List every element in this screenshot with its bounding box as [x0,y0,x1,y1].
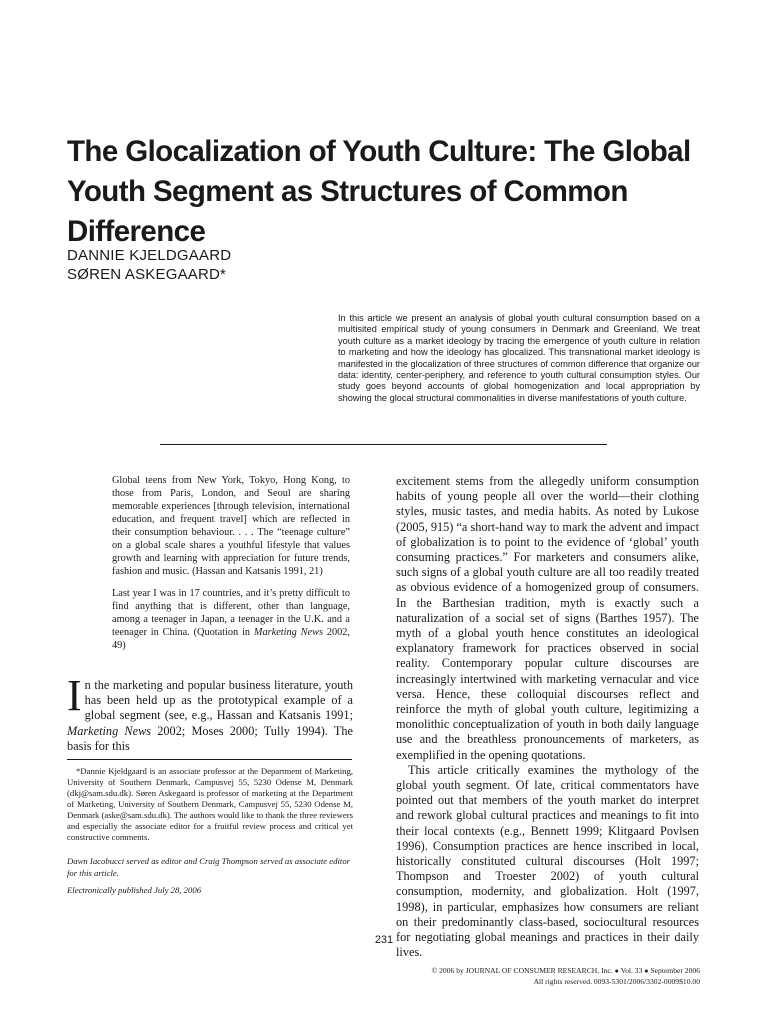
epigraph-source: Marketing News [253,627,323,638]
epigraph-quote: Global teens from New York, Tokyo, Hong Kong, to those from Paris, London, and Seoul are sharing memorable experiences [through television, international education, and frequent travel] which are reflected in their consumption behaviour. . . . The “teenage culture” on a global scale shares a youthful lifestyle that values growth and learning with appreciation for future trends, fashion and music. (Hassan and Katsanis 1991, 21) [112,475,350,577]
author-name: SØREN ASKEGAARD* [67,266,227,283]
right-column [396,474,699,961]
bullet-icon: ● [614,967,619,975]
page-number: 231 [374,934,394,946]
copyright-volume: Vol. 33 [620,966,643,975]
author-name: DANNIE KJELDGAARD [67,247,232,264]
copyright-rights: All rights reserved. 0093-5301/2006/3302-0009$10.00 [533,976,700,986]
author-list [67,246,231,284]
epigraph-quote [112,587,350,652]
intro-text: 2002; Moses 2000; Tully 1994). The basis for this [67,723,353,753]
footnote-divider [67,759,352,760]
epigraph-text: Last year I was in 17 countries, and it’s pretty difficult to find anything that is different, other than language, among a teenager in Japan, a teenager in the U.K. and a teenager in China. (Quotation in [112,588,350,638]
bullet-icon: ● [644,967,649,975]
editor-note: Dawn Iacobucci served as editor and Craig Thompson served as associate editor for this article. [67,856,351,879]
body-paragraph: This article critically examines the mythology of the global youth segment. Of late, critical commentators have pointed out that members of the youth market do interpret and rework global cultural practices and meanings to fit into their local contexts (e.g., Bennett 1999; Klitgaard Povlsen 1996). Consumption practices are hence inscribed in local, historically constituted cultural discourses (Holt 1997; Thompson and Troester 2002) of youth cultural consumption, modernity, and globalization. Holt (1997, 1998), in particular, emphasizes how consumers are reliant on their predominantly class-based, sociocultural resources for negotiating global meanings and practices in their daily lives. [396,762,699,960]
copyright-journal: © 2006 by JOURNAL OF CONSUMER RESEARCH, Inc. [431,966,613,975]
intro-text: n the marketing and popular business literature, youth has been held up as the prototypical example of a global segment (see, e.g., Hassan and Katsanis 1991; [84,678,353,723]
article-title: The Glocalization of Youth Culture: The Global Youth Segment as Structures of Common Difference [67,134,691,248]
copyright-line [280,966,700,977]
drop-cap: I [67,671,82,720]
publication-note: Electronically published July 28, 2006 [67,885,202,896]
abstract: In this article we present an analysis of global youth cultural consumption based on a multisited empirical study of young consumers in Denmark and Greenland. We treat youth culture as a market ideology by tracing the emergence of youth culture in relation to marketing and how the ideology has glocalized. This transnational market ideology is manifested in the glocalization of three structures of common difference that organize our data: identity, center-periphery, and reference to youth cultural consumption styles. Our study goes beyond accounts of global homogenization and local appropriation by showing the glocal structural commonalities in diverse manifestations of youth culture. [338,313,700,403]
author-footnote: *Dannie Kjeldgaard is an associate professor at the Department of Marketing, University of Southern Denmark, Campusvej 55, 5230 Odense M, Denmark (dkj@sam.sdu.dk). Søren Askegaard is professor of marketing at the Department of Marketing, University of Southern Denmark, Campusvej 55, 5230 Odense M, Denmark (aske@sam.sdu.dk). The authors would like to thank the three reviewers and especially the associate editor for a fruitful review process and critical yet constructive comments. [67,766,354,843]
left-column [67,474,353,896]
intro-paragraph [67,671,353,754]
epigraph-text: 2002, 49) [112,627,351,651]
intro-source: Marketing News [67,723,152,738]
copyright-notice [280,966,700,987]
body-paragraph: excitement stems from the allegedly uniform consumption habits of young people all over the world—their clothing styles, music tastes, and media habits. As noted by Lukose (2005, 915) “a short-hand way to mark the advent and impact of globalization is to point to the evidence of ‘global’ youth consuming practices.” For marketers and consumers alike, such signs of a global youth culture are all too readily treated as obvious evidence of a homogenized group of consumers. In the Barthesian tradition, myth is exactly such a naturalization of a social set of signs (Barthes 1957). The myth of a global youth hence constitutes an ideological explanatory framework for practices observed in social reality. Contemporary popular culture discourses are increasingly intertwined with marketing vernacular and vice versa. Hence, these colloquial discourses reflect and reinforce the myth of global youth culture, legitimizing a monolithic conceptualization of youth in both daily language use and the breathless pronouncements of marketers, as exemplified in the opening quotations. [396,474,699,762]
abstract-divider [160,444,607,445]
copyright-date: September 2006 [650,966,700,975]
